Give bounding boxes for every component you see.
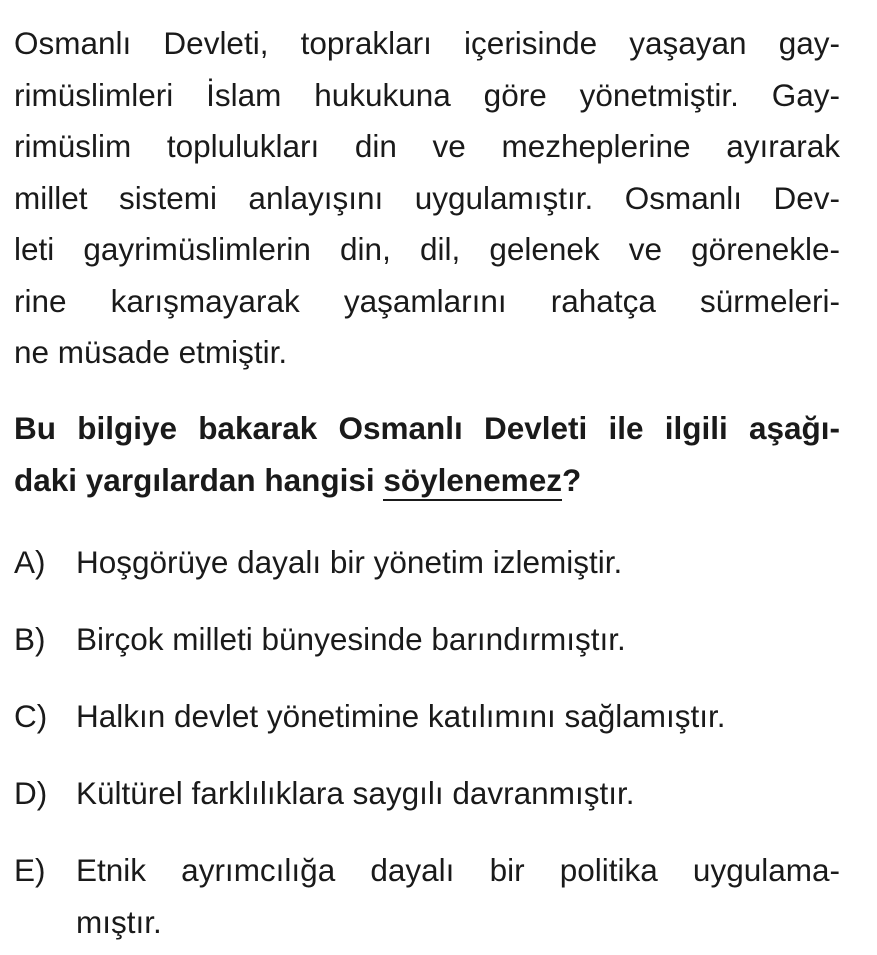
passage-line: Osmanlı Devleti, toprakları içerisinde yaşayan gay- <box>14 25 840 61</box>
option-b[interactable] <box>14 614 840 666</box>
option-letter: E) <box>14 852 46 888</box>
passage-line: leti gayrimüslimlerin din, dil, gelenek ve görenekle- <box>14 231 840 267</box>
question-line: Bu bilgiye bakarak Osmanlı Devleti ile ilgili aşağı- <box>14 410 840 446</box>
option-letter: B) <box>14 621 46 657</box>
question-stem <box>14 403 840 506</box>
option-text: Halkın devlet yönetimine katılımını sağlamıştır. <box>76 698 726 734</box>
option-e[interactable] <box>14 845 840 948</box>
passage-line: rine karışmayarak yaşamlarını rahatça sürmeleri- <box>14 282 840 319</box>
question-text: daki yargılardan hangisi <box>14 461 384 498</box>
option-text: mıştır. <box>76 903 162 940</box>
passage-line: ne müsade etmiştir. <box>14 334 288 370</box>
option-a[interactable] <box>14 537 840 589</box>
option-letter: D) <box>14 775 48 811</box>
passage-paragraph <box>14 18 840 379</box>
option-text: Etnik ayrımcılığa dayalı bir politika uygulama- <box>76 852 840 888</box>
question-line <box>14 455 840 507</box>
option-text: Kültürel farklılıklara saygılı davranmıştır. <box>76 775 635 811</box>
option-d[interactable] <box>14 768 840 820</box>
underlined-keyword: söylenemez <box>383 462 562 501</box>
question-document <box>14 18 840 940</box>
passage-line: rimüslim toplulukları din ve mezheplerine ayırarak <box>14 128 840 164</box>
option-text: Birçok milleti bünyesinde barındırmıştır. <box>76 621 626 657</box>
option-text: Hoşgörüye dayalı bir yönetim izlemiştir. <box>76 544 623 580</box>
passage-line: millet sistemi anlayışını uygulamıştır. Osmanlı Dev- <box>14 179 840 216</box>
question-mark: ? <box>561 461 582 498</box>
option-letter: A) <box>14 544 46 580</box>
passage-line: rimüslimleri İslam hukukuna göre yönetmiştir. Gay- <box>14 76 840 113</box>
option-letter: C) <box>14 698 48 734</box>
option-c[interactable] <box>14 691 840 743</box>
